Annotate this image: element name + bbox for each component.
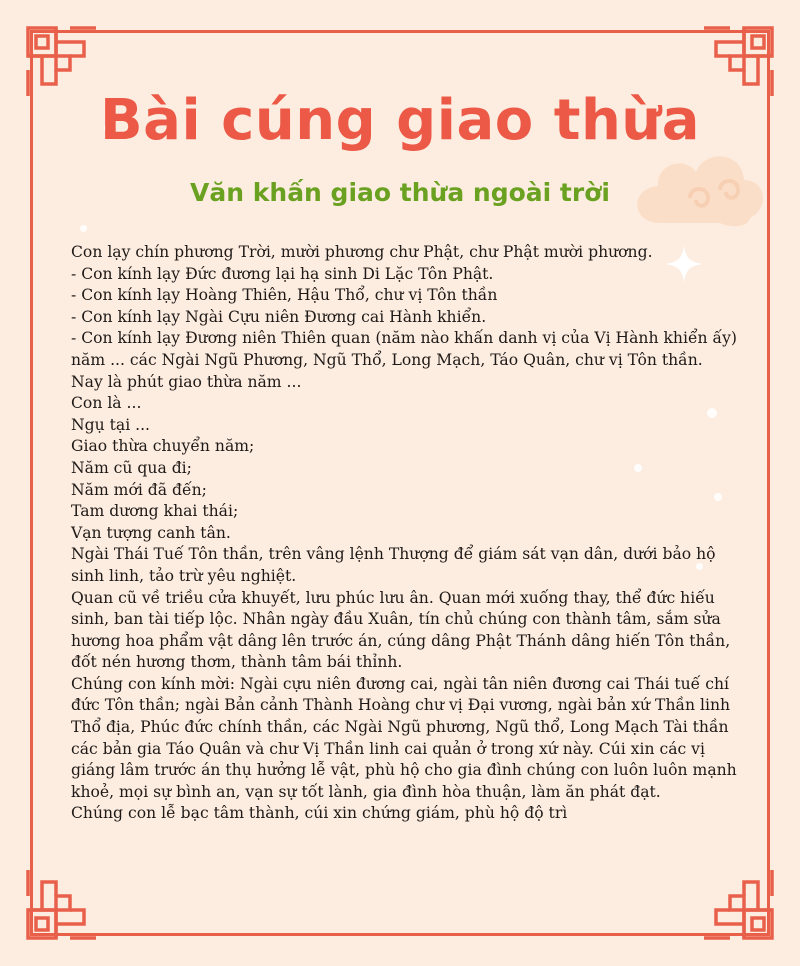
text-line: sinh linh, tảo trừ yêu nghiệt.	[71, 566, 297, 585]
text-line: giáng lâm trước án thụ hưởng lễ vật, phù hộ cho gia đình chúng con luôn luôn mạnh	[71, 761, 737, 780]
text-line: Ngụ tại ...	[71, 415, 151, 434]
text-line: hương hoa phẩm vật dâng lên trước án, cúng dâng Phật Thánh dâng hiến Tôn thần,	[71, 631, 731, 650]
text-line: Chúng con kính mời: Ngài cựu niên đương cai, ngài tân niên đương cai Thái tuế chí	[71, 674, 729, 693]
text-line: Con lạy chín phương Trời, mười phương chư Phật, chư Phật mười phương.	[71, 243, 653, 261]
text-line: đức Tôn thần; ngài Bản cảnh Thành Hoàng chư vị Đại vương, ngài bản xứ Thần linh	[71, 696, 731, 715]
text-line: Vạn tượng canh tân.	[71, 523, 231, 542]
text-line: Thổ địa, Phúc đức chính thần, các Ngài Ngũ phương, Ngũ thổ, Long Mạch Tài thần	[71, 718, 729, 737]
text-line: Năm cũ qua đi;	[71, 458, 192, 477]
text-line: - Con kính lạy Hoàng Thiên, Hậu Thổ, chư vị Tôn thần	[71, 286, 498, 305]
text-line: Ngài Thái Tuế Tôn thần, trên vâng lệnh Thượng để giám sát vạn dân, dưới bảo hộ	[71, 545, 716, 564]
text-line: Chúng con lễ bạc tâm thành, cúi xin chứng giám, phù hộ độ trì	[71, 804, 568, 823]
text-line: các bản gia Táo Quân và chư Vị Thần linh cai quản ở trong xứ này. Cúi xin các vị	[71, 739, 705, 758]
lattice-corner-icon	[702, 868, 774, 940]
text-line: - Con kính lạy Đức đương lại hạ sinh Di Lặc Tôn Phật.	[71, 264, 494, 283]
text-line: khoẻ, mọi sự bình an, vạn sự tốt lành, gia đình hòa thuận, làm ăn phát đạt.	[71, 782, 661, 801]
text-line: năm ... các Ngài Ngũ Phương, Ngũ Thổ, Long Mạch, Táo Quân, chư vị Tôn thần.	[71, 350, 703, 369]
text-line: - Con kính lạy Ngài Cựu niên Đương cai Hành khiển.	[71, 307, 487, 326]
text-line: sinh, ban tài tiếp lộc. Nhân ngày đầu Xuân, tín chủ chúng con thành tâm, sắm sửa	[71, 610, 721, 629]
text-line: Giao thừa chuyển năm;	[71, 437, 255, 456]
text-line: Con là ...	[71, 394, 142, 413]
text-line: Quan cũ về triều cửa khuyết, lưu phúc lưu ân. Quan mới xuống thay, thể đức hiếu	[71, 588, 715, 607]
text-line: Nay là phút giao thừa năm ...	[71, 372, 302, 391]
page-subtitle: Văn khấn giao thừa ngoài trời	[190, 178, 610, 207]
prayer-text	[71, 242, 751, 825]
page-title: Bài cúng giao thừa	[99, 88, 700, 153]
lattice-corner-icon	[26, 868, 98, 940]
text-line: đốt nén hương thơm, thành tâm bái thỉnh.	[71, 653, 403, 672]
text-line: Tam dương khai thái;	[71, 502, 239, 521]
text-line: - Con kính lạy Đương niên Thiên quan (năm nào khấn danh vị của Vị Hành khiển ấy)	[71, 329, 737, 348]
text-line: Năm mới đã đến;	[71, 480, 207, 499]
